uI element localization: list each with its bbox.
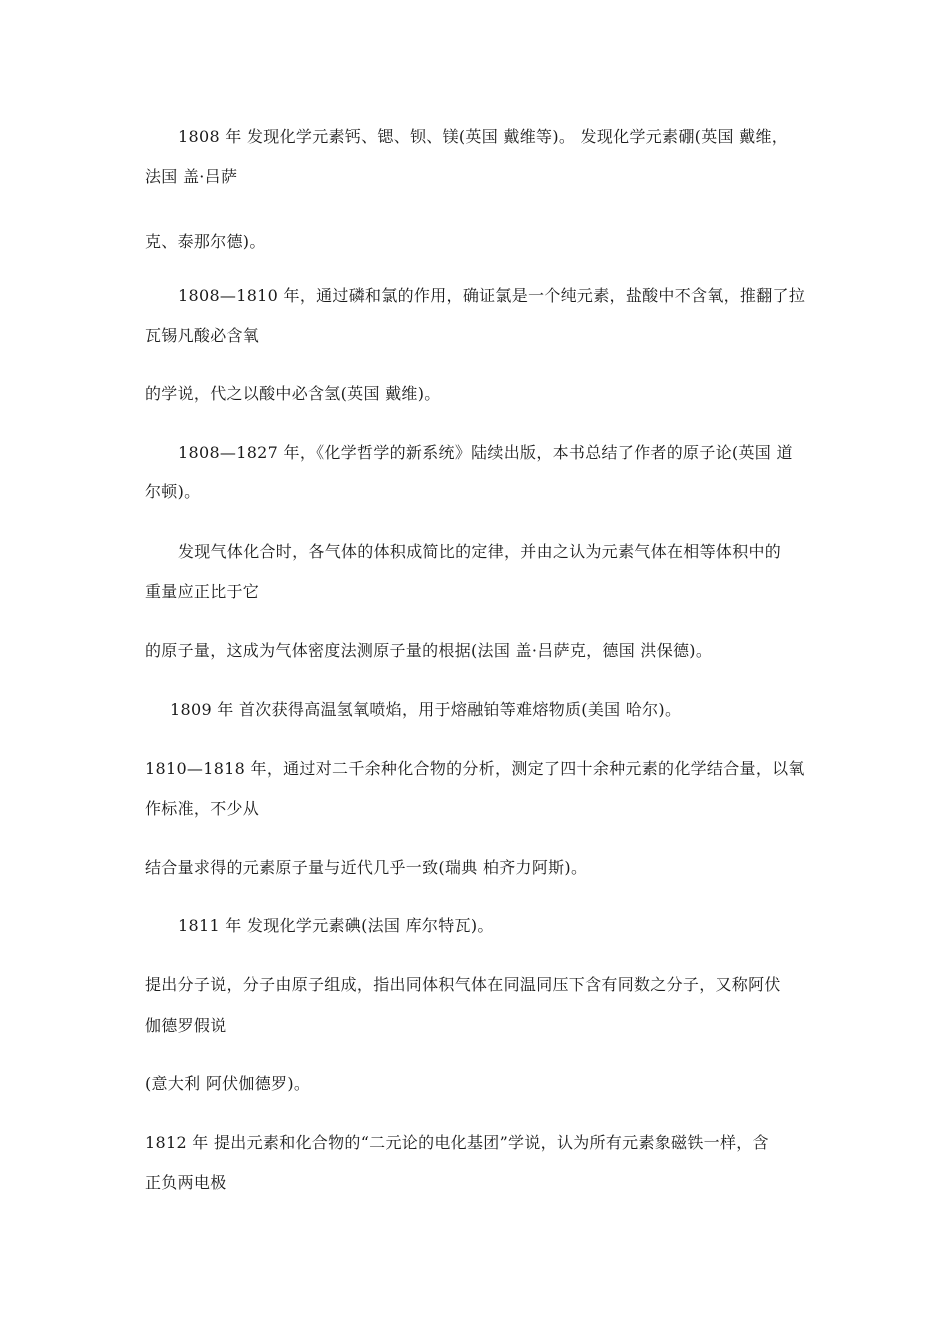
text-line: 1809 年 首次获得高温氢氧喷焰，用于熔融铂等难熔物质(美国 哈尔)。	[170, 700, 682, 719]
text-line: 瓦锡凡酸必含氧	[145, 326, 260, 345]
text-line: 伽德罗假说	[145, 1016, 227, 1035]
text-line: 法国 盖·吕萨	[145, 167, 238, 186]
text-line: 提出分子说，分子由原子组成，指出同体积气体在同温同压下含有同数之分子，又称阿伏	[145, 975, 781, 994]
text-line: 作标准，不少从	[145, 799, 260, 818]
text-line: (意大利 阿伏伽德罗)。	[145, 1074, 311, 1093]
text-line: 1808—1810 年，通过磷和氯的作用，确证氯是一个纯元素，盐酸中不含氧，推翻了拉	[178, 286, 806, 305]
text-line: 正负两电极	[145, 1173, 227, 1192]
text-line: 发现气体化合时，各气体的体积成简比的定律，并由之认为元素气体在相等体积中的	[178, 542, 782, 561]
text-line: 的学说，代之以酸中必含氢(英国 戴维)。	[145, 384, 441, 403]
text-line: 结合量求得的元素原子量与近代几乎一致(瑞典 柏齐力阿斯)。	[145, 858, 588, 877]
text-line: 1808—1827 年，《化学哲学的新系统》陆续出版，本书总结了作者的原子论(英国 道	[178, 443, 793, 462]
text-line: 克、泰那尔德)。	[145, 232, 266, 251]
text-line: 1812 年 提出元素和化合物的“二元论的电化基团”学说，认为所有元素象磁铁一样，含	[145, 1133, 769, 1152]
text-line: 1810—1818 年，通过对二千余种化合物的分析，测定了四十余种元素的化学结合量，以氧	[145, 759, 805, 778]
text-line: 1808 年 发现化学元素钙、锶、钡、镁(英国 戴维等)。 发现化学元素硼(英国 戴维，	[178, 127, 789, 146]
text-line: 尔顿)。	[145, 482, 201, 501]
text-line: 的原子量，这成为气体密度法测原子量的根据(法国 盖·吕萨克，德国 洪保德)。	[145, 641, 713, 660]
text-line: 1811 年 发现化学元素碘(法国 库尔特瓦)。	[178, 916, 494, 935]
text-line: 重量应正比于它	[145, 582, 260, 601]
